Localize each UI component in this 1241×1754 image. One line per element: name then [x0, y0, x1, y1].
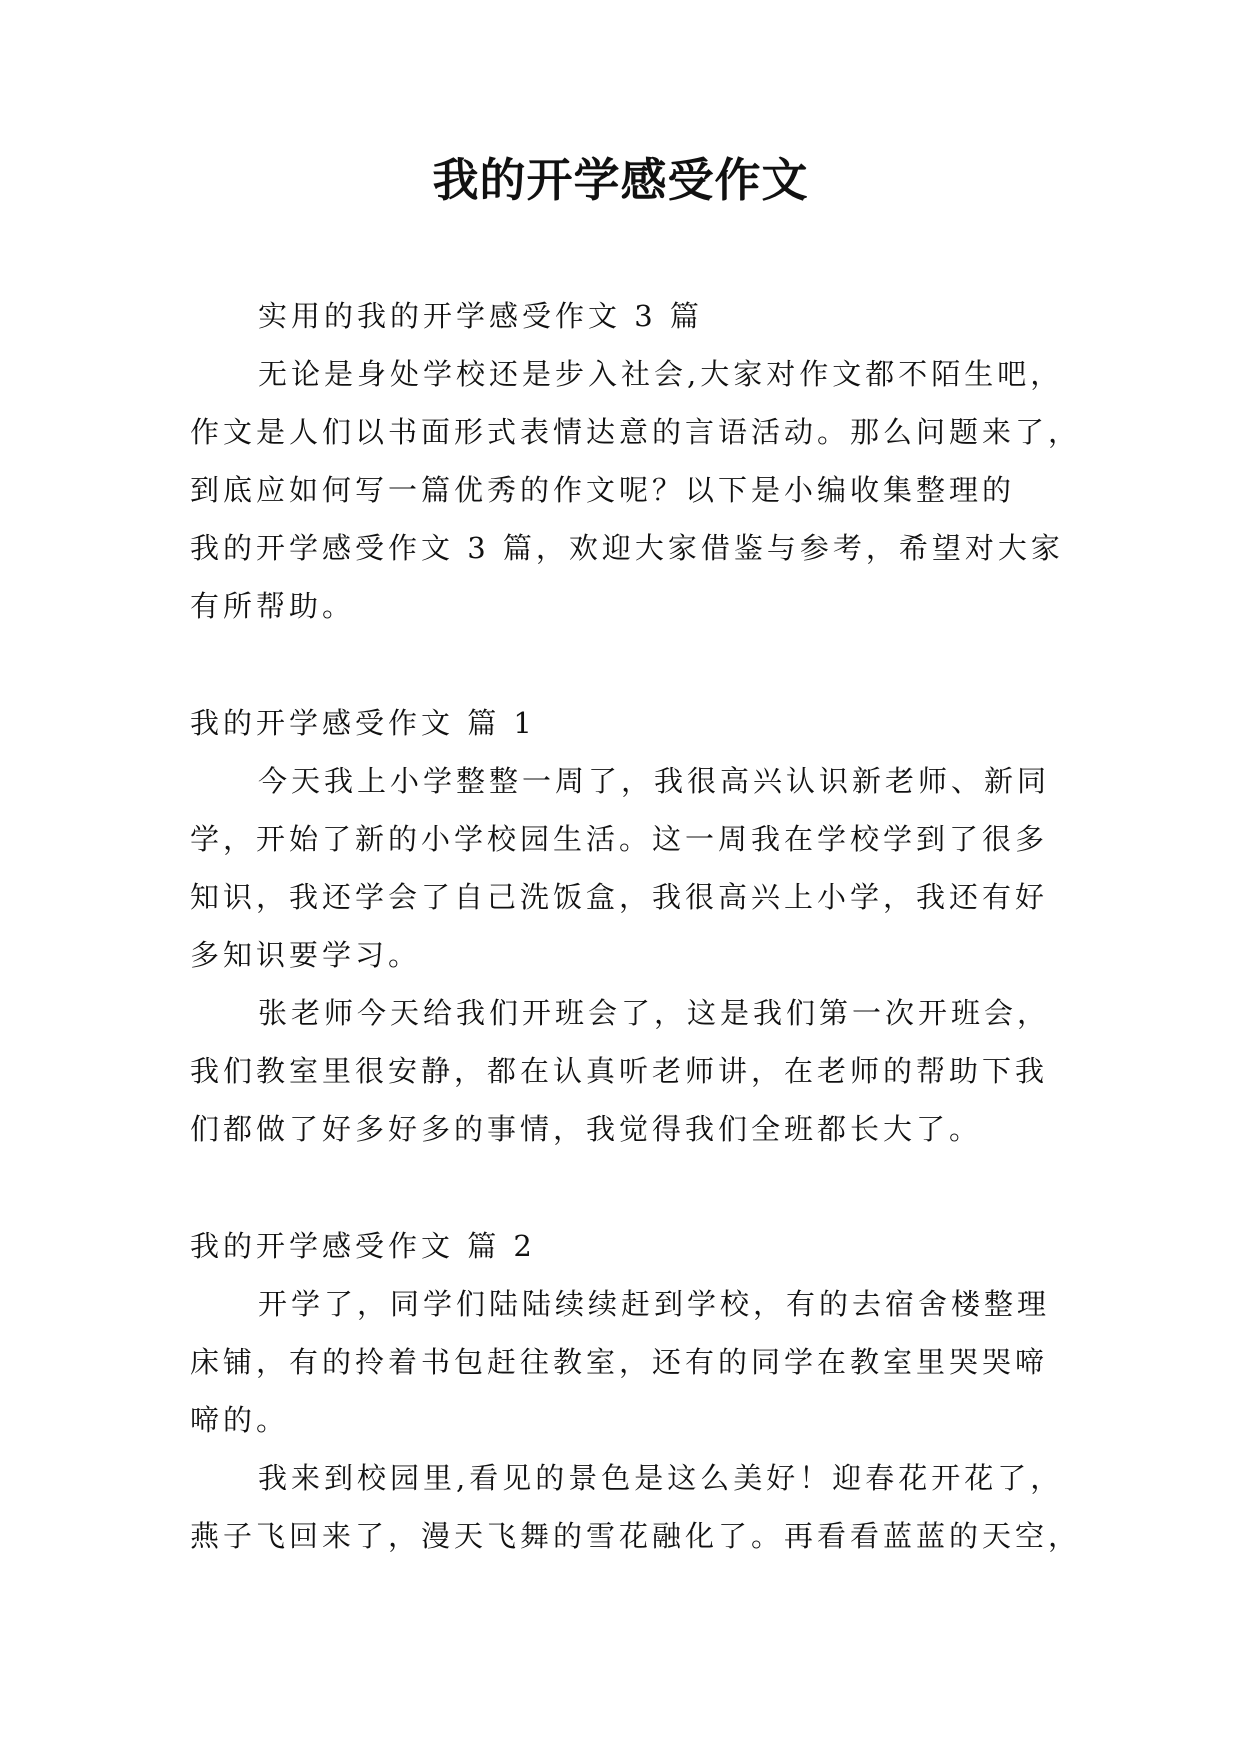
- section2-paragraph-line: 床铺，有的拎着书包赶往教室，还有的同学在教室里哭哭啼: [190, 1345, 1049, 1379]
- intro-paragraph-line: 无论是身处学校还是步入社会,大家对作文都不陌生吧，: [258, 357, 1064, 391]
- section-heading-2: 我的开学感受作文 篇 2: [190, 1229, 536, 1263]
- intro-paragraph-line: 作文是人们以书面形式表情达意的言语活动。那么问题来了，: [190, 415, 1082, 449]
- document-title: 我的开学感受作文: [432, 153, 809, 207]
- section-heading-1: 我的开学感受作文 篇 1: [190, 706, 536, 740]
- section1-paragraph-line: 张老师今天给我们开班会了，这是我们第一次开班会，: [258, 996, 1051, 1030]
- section1-paragraph-line: 学，开始了新的小学校园生活。这一周我在学校学到了很多: [190, 822, 1049, 856]
- section2-paragraph-line: 开学了，同学们陆陆续续赶到学校，有的去宿舍楼整理: [258, 1287, 1051, 1321]
- section1-paragraph-line: 多知识要学习。: [190, 938, 422, 972]
- section2-paragraph-line: 我来到校园里,看见的景色是这么美好！迎春花开花了，: [258, 1461, 1064, 1495]
- intro-paragraph-line: 到底应如何写一篇优秀的作文呢？以下是小编收集整理的: [190, 473, 1016, 507]
- section1-paragraph-line: 们都做了好多好多的事情，我觉得我们全班都长大了。: [190, 1112, 983, 1146]
- section2-paragraph-line: 啼的。: [190, 1403, 290, 1437]
- intro-paragraph-line: 我的开学感受作文 3 篇，欢迎大家借鉴与参考，希望对大家: [190, 531, 1064, 565]
- section1-paragraph-line: 知识，我还学会了自己洗饭盒，我很高兴上小学，我还有好: [190, 880, 1049, 914]
- section1-paragraph-line: 今天我上小学整整一周了，我很高兴认识新老师、新同: [258, 764, 1051, 798]
- intro-subtitle: 实用的我的开学感受作文 3 篇: [258, 299, 703, 333]
- intro-paragraph-line: 有所帮助。: [190, 589, 356, 623]
- section2-paragraph-line: 燕子飞回来了，漫天飞舞的雪花融化了。再看看蓝蓝的天空，: [190, 1519, 1082, 1553]
- section1-paragraph-line: 我们教室里很安静，都在认真听老师讲，在老师的帮助下我: [190, 1054, 1049, 1088]
